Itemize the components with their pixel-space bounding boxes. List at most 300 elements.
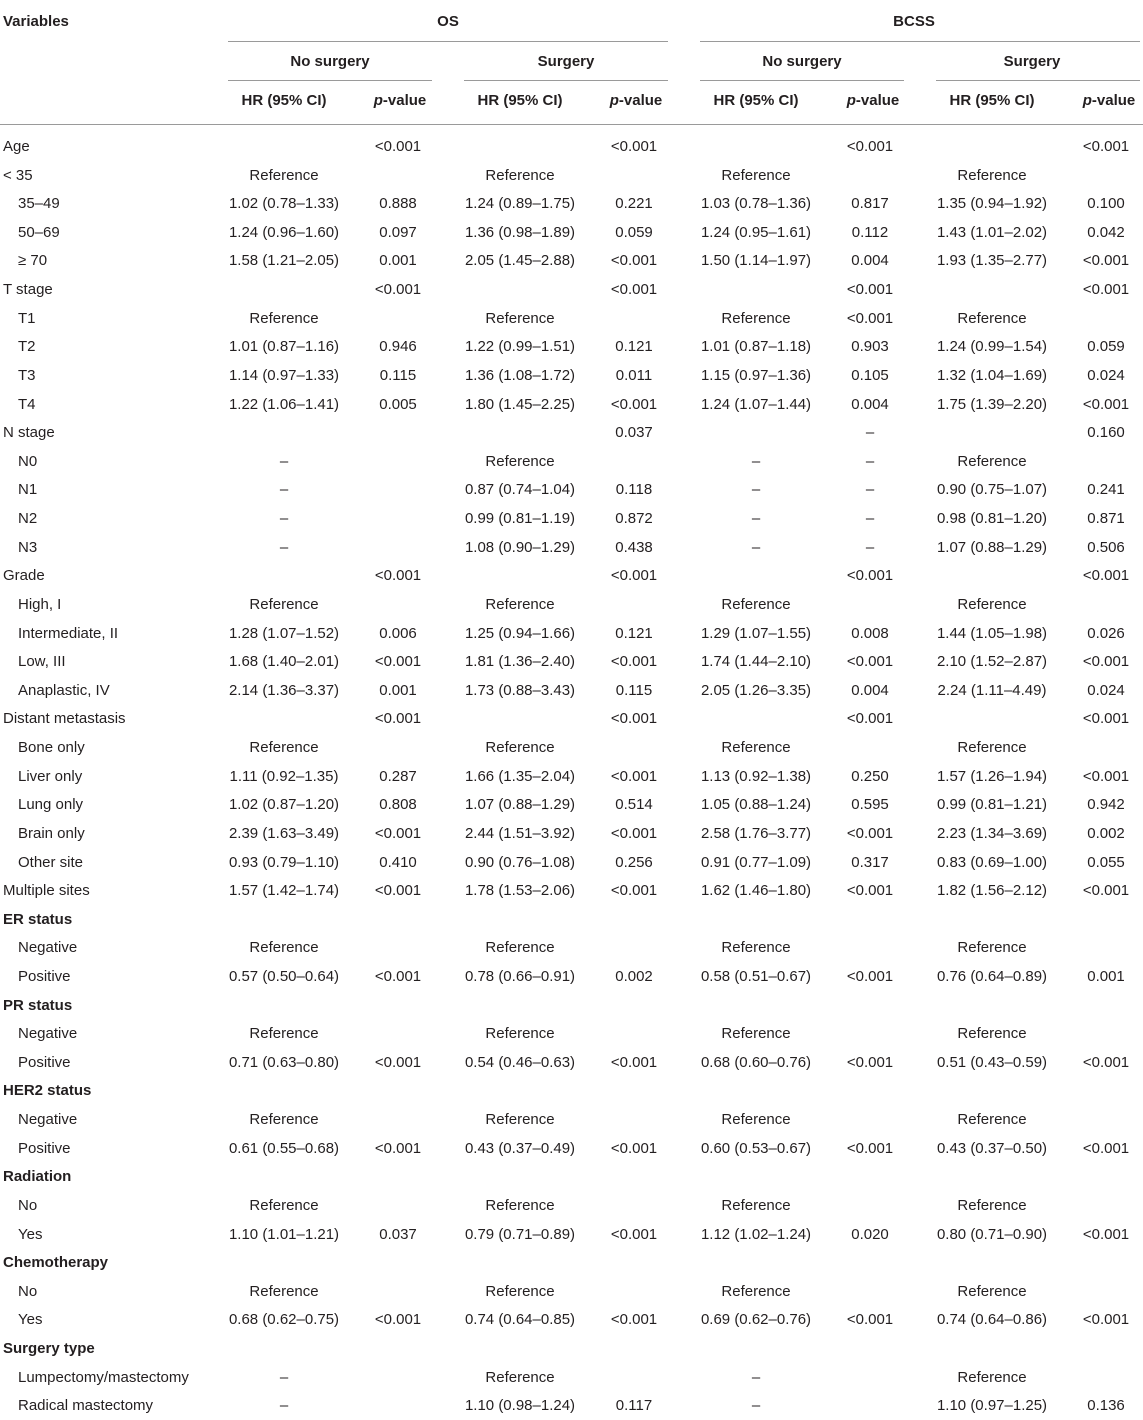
hr-cell: 1.24 (1.07–1.44) bbox=[700, 395, 812, 413]
pvalue-cell: <0.001 bbox=[374, 824, 422, 842]
hr-cell: Reference bbox=[721, 1111, 791, 1129]
pvalue-cell: <0.001 bbox=[846, 138, 894, 155]
pvalue-cell: <0.001 bbox=[846, 824, 894, 842]
hr-cell: 1.03 (0.78–1.36) bbox=[700, 195, 812, 213]
pvalue-cell: 0.903 bbox=[851, 338, 889, 356]
hr-cell: Reference bbox=[957, 595, 1027, 613]
pvalue-cell: <0.001 bbox=[1082, 710, 1130, 728]
pvalue-cell: 0.871 bbox=[1087, 510, 1125, 528]
hr-cell: Reference bbox=[721, 739, 791, 757]
hr-cell: 0.90 (0.76–1.08) bbox=[464, 853, 576, 871]
pvalue-cell: 0.250 bbox=[851, 767, 889, 785]
hr-cell: – bbox=[751, 452, 761, 470]
pvalue-cell: 0.004 bbox=[851, 252, 889, 270]
os-no-surgery-rule bbox=[228, 80, 432, 81]
hr-cell: Reference bbox=[249, 166, 319, 184]
pvalue-cell: 0.506 bbox=[1087, 538, 1125, 556]
pvalue-cell: <0.001 bbox=[1082, 281, 1130, 299]
pvalue-cell: <0.001 bbox=[846, 710, 894, 728]
hr-cell: Reference bbox=[957, 1368, 1027, 1386]
pvalue-cell: <0.001 bbox=[1082, 882, 1130, 900]
hr-cell: 0.68 (0.60–0.76) bbox=[700, 1053, 812, 1071]
os-surgery-rule bbox=[464, 80, 668, 81]
hr-cell: 1.13 (0.92–1.38) bbox=[700, 767, 812, 785]
pvalue-cell: 0.946 bbox=[379, 338, 417, 356]
pvalue-cell: <0.001 bbox=[610, 281, 658, 299]
hr-cell: 0.58 (0.51–0.67) bbox=[700, 967, 812, 985]
row-label: < 35 bbox=[3, 166, 33, 184]
table-row bbox=[0, 1335, 1143, 1363]
row-label: Distant metastasis bbox=[3, 710, 126, 728]
row-label: T stage bbox=[3, 281, 53, 299]
row-label: Yes bbox=[18, 1311, 43, 1329]
hr-cell: 2.05 (1.45–2.88) bbox=[464, 252, 576, 270]
pvalue-cell: <0.001 bbox=[846, 882, 894, 900]
hr-cell: 0.90 (0.75–1.07) bbox=[936, 481, 1048, 499]
hr-cell: Reference bbox=[957, 309, 1027, 327]
table-row bbox=[0, 276, 1143, 304]
table-row bbox=[0, 476, 1143, 504]
row-label: Yes bbox=[18, 1225, 43, 1243]
pvalue-cell: <0.001 bbox=[846, 1311, 894, 1329]
header-bcss-no-surgery: No surgery bbox=[762, 53, 842, 70]
pvalue-cell: 0.008 bbox=[851, 624, 889, 642]
bcss-surgery-rule bbox=[936, 80, 1140, 81]
hr-cell: 0.76 (0.64–0.89) bbox=[936, 967, 1048, 985]
table-row bbox=[0, 162, 1143, 190]
pvalue-cell: <0.001 bbox=[1082, 767, 1130, 785]
pvalue-cell: <0.001 bbox=[610, 1053, 658, 1071]
table-row bbox=[0, 1049, 1143, 1077]
table-row bbox=[0, 562, 1143, 590]
hr-cell: 0.60 (0.53–0.67) bbox=[700, 1139, 812, 1157]
header-hr-1: HR (95% CI) bbox=[241, 92, 327, 109]
row-label: N2 bbox=[18, 510, 38, 528]
pvalue-cell: <0.001 bbox=[374, 653, 422, 671]
hr-cell: 0.57 (0.50–0.64) bbox=[228, 967, 340, 985]
row-label: ER status bbox=[3, 910, 73, 928]
hr-cell: 1.57 (1.42–1.74) bbox=[228, 882, 340, 900]
hr-cell: 0.80 (0.71–0.90) bbox=[936, 1225, 1048, 1243]
row-label: T3 bbox=[18, 366, 36, 384]
pvalue-cell: 0.105 bbox=[851, 366, 889, 384]
pvalue-cell: <0.001 bbox=[374, 967, 422, 985]
pvalue-cell: <0.001 bbox=[846, 1053, 894, 1071]
table-row bbox=[0, 1306, 1143, 1334]
row-label: T2 bbox=[18, 338, 36, 356]
hr-cell: Reference bbox=[957, 166, 1027, 184]
pvalue-cell: <0.001 bbox=[374, 882, 422, 900]
hr-cell: 1.62 (1.46–1.80) bbox=[700, 882, 812, 900]
hr-cell: 2.39 (1.63–3.49) bbox=[228, 824, 340, 842]
table-row bbox=[0, 791, 1143, 819]
hr-cell: Reference bbox=[957, 939, 1027, 957]
hr-cell: 0.61 (0.55–0.68) bbox=[228, 1139, 340, 1157]
hr-cell: 0.78 (0.66–0.91) bbox=[464, 967, 576, 985]
table-row bbox=[0, 305, 1143, 333]
row-label: Grade bbox=[3, 567, 45, 585]
hr-cell: 2.23 (1.34–3.69) bbox=[936, 824, 1048, 842]
hr-cell: 1.78 (1.53–2.06) bbox=[464, 882, 576, 900]
pvalue-cell: <0.001 bbox=[610, 824, 658, 842]
hr-cell: 2.24 (1.11–4.49) bbox=[937, 681, 1047, 699]
pvalue-cell: 0.011 bbox=[615, 366, 653, 384]
hr-cell: Reference bbox=[485, 1196, 555, 1214]
hr-cell: Reference bbox=[721, 939, 791, 957]
pvalue-cell: 0.001 bbox=[379, 252, 417, 270]
pvalue-cell: 0.160 bbox=[1087, 424, 1125, 442]
header-bcss: BCSS bbox=[893, 13, 935, 30]
pvalue-cell: 0.024 bbox=[1087, 681, 1125, 699]
pvalue-cell: <0.001 bbox=[1082, 252, 1130, 270]
row-label: 50–69 bbox=[18, 223, 60, 241]
pvalue-cell: <0.001 bbox=[610, 1225, 658, 1243]
table-row bbox=[0, 333, 1143, 361]
table-row bbox=[0, 849, 1143, 877]
hr-cell: 0.99 (0.81–1.21) bbox=[936, 796, 1048, 814]
row-label: Brain only bbox=[18, 824, 85, 842]
pvalue-cell: 0.438 bbox=[615, 538, 653, 556]
hr-cell: 1.57 (1.26–1.94) bbox=[936, 767, 1048, 785]
row-label: HER2 status bbox=[3, 1082, 92, 1100]
hr-cell: 1.01 (0.87–1.18) bbox=[700, 338, 812, 356]
pvalue-cell: <0.001 bbox=[374, 1139, 422, 1157]
pvalue-cell: 0.317 bbox=[851, 853, 889, 871]
row-label: Negative bbox=[18, 1111, 78, 1129]
hr-cell: 2.44 (1.51–3.92) bbox=[464, 824, 576, 842]
pvalue-cell: 0.241 bbox=[1087, 481, 1125, 499]
row-label: Positive bbox=[18, 1053, 71, 1071]
pvalue-cell: 0.002 bbox=[1087, 824, 1125, 842]
pvalue-cell: – bbox=[865, 510, 875, 528]
row-label: 35–49 bbox=[18, 195, 60, 213]
table-row bbox=[0, 677, 1143, 705]
hr-cell: Reference bbox=[249, 1025, 319, 1043]
pvalue-cell: <0.001 bbox=[374, 138, 422, 155]
hr-cell: Reference bbox=[721, 309, 791, 327]
bcss-no-surgery-rule bbox=[700, 80, 904, 81]
header-bcss-surgery: Surgery bbox=[1003, 53, 1061, 70]
pvalue-cell: <0.001 bbox=[846, 967, 894, 985]
header-pvalue-3: p-value bbox=[846, 92, 900, 109]
pvalue-cell: 0.026 bbox=[1087, 624, 1125, 642]
pvalue-cell: 0.121 bbox=[615, 624, 653, 642]
pvalue-cell: 0.005 bbox=[379, 395, 417, 413]
hr-cell: – bbox=[751, 1368, 761, 1386]
table-row bbox=[0, 1135, 1143, 1163]
pvalue-cell: 0.006 bbox=[379, 624, 417, 642]
pvalue-cell: <0.001 bbox=[1082, 395, 1130, 413]
pvalue-cell: 0.059 bbox=[1087, 338, 1125, 356]
header-hr-4: HR (95% CI) bbox=[949, 92, 1035, 109]
pvalue-cell: 0.042 bbox=[1087, 223, 1125, 241]
hr-cell: 0.83 (0.69–1.00) bbox=[936, 853, 1048, 871]
bcss-group-rule bbox=[700, 41, 1140, 42]
row-label: Radical mastectomy bbox=[18, 1397, 154, 1415]
hr-cell: 0.71 (0.63–0.80) bbox=[228, 1053, 340, 1071]
hr-cell: 1.93 (1.35–2.77) bbox=[936, 252, 1048, 270]
hr-cell: 1.11 (0.92–1.35) bbox=[229, 767, 339, 785]
table-row bbox=[0, 906, 1143, 934]
hr-cell: 2.05 (1.26–3.35) bbox=[700, 681, 812, 699]
row-label: Negative bbox=[18, 939, 78, 957]
pvalue-cell: 0.514 bbox=[615, 796, 653, 814]
pvalue-cell: <0.001 bbox=[374, 1053, 422, 1071]
pvalue-cell: <0.001 bbox=[1082, 1053, 1130, 1071]
hr-cell: Reference bbox=[485, 1368, 555, 1386]
pvalue-cell: – bbox=[865, 424, 875, 442]
table-row bbox=[0, 247, 1143, 275]
hr-cell: – bbox=[751, 538, 761, 556]
hr-cell: 1.80 (1.45–2.25) bbox=[464, 395, 576, 413]
hr-cell: Reference bbox=[485, 1111, 555, 1129]
pvalue-cell: 0.118 bbox=[615, 481, 653, 499]
pvalue-cell: <0.001 bbox=[610, 653, 658, 671]
pvalue-cell: 0.002 bbox=[615, 967, 653, 985]
pvalue-cell: 0.055 bbox=[1087, 853, 1125, 871]
hr-cell: Reference bbox=[957, 1196, 1027, 1214]
table-row bbox=[0, 133, 1143, 161]
row-label: Lung only bbox=[18, 796, 84, 814]
row-label: Other site bbox=[18, 853, 84, 871]
row-label: Lumpectomy/mastectomy bbox=[18, 1368, 189, 1386]
pvalue-cell: 0.256 bbox=[615, 853, 653, 871]
hr-cell: 1.07 (0.88–1.29) bbox=[464, 796, 576, 814]
table-row bbox=[0, 705, 1143, 733]
pvalue-cell: <0.001 bbox=[846, 653, 894, 671]
hr-cell: 1.22 (0.99–1.51) bbox=[464, 338, 576, 356]
hr-cell: 2.10 (1.52–2.87) bbox=[936, 653, 1048, 671]
row-label: High, I bbox=[18, 595, 62, 613]
table-row bbox=[0, 391, 1143, 419]
hr-cell: – bbox=[751, 481, 761, 499]
row-label: T4 bbox=[18, 395, 36, 413]
header-bottom-rule bbox=[0, 124, 1143, 125]
hr-cell: Reference bbox=[485, 739, 555, 757]
table-row bbox=[0, 591, 1143, 619]
hr-cell: 1.07 (0.88–1.29) bbox=[936, 538, 1048, 556]
pvalue-cell: 0.004 bbox=[851, 395, 889, 413]
hr-cell: 0.68 (0.62–0.75) bbox=[228, 1311, 340, 1329]
table-row bbox=[0, 1106, 1143, 1134]
hr-cell: 1.02 (0.87–1.20) bbox=[228, 796, 340, 814]
hr-cell: Reference bbox=[485, 595, 555, 613]
hr-cell: – bbox=[751, 510, 761, 528]
hr-cell: 0.79 (0.71–0.89) bbox=[464, 1225, 576, 1243]
pvalue-cell: 0.004 bbox=[851, 681, 889, 699]
hr-cell: Reference bbox=[721, 166, 791, 184]
table-row bbox=[0, 534, 1143, 562]
hr-cell: 1.29 (1.07–1.55) bbox=[700, 624, 812, 642]
header-pvalue-1: p-value bbox=[373, 92, 427, 109]
table-row bbox=[0, 362, 1143, 390]
hr-cell: 0.69 (0.62–0.76) bbox=[700, 1311, 812, 1329]
hr-cell: Reference bbox=[249, 309, 319, 327]
table-row bbox=[0, 1192, 1143, 1220]
pvalue-cell: 0.097 bbox=[379, 223, 417, 241]
pvalue-cell: <0.001 bbox=[1082, 653, 1130, 671]
hr-cell: 1.36 (1.08–1.72) bbox=[464, 366, 576, 384]
table-row bbox=[0, 992, 1143, 1020]
pvalue-cell: 0.001 bbox=[1087, 967, 1125, 985]
hr-cell: 1.66 (1.35–2.04) bbox=[464, 767, 576, 785]
table-row bbox=[0, 505, 1143, 533]
table-row bbox=[0, 820, 1143, 848]
hr-cell: 0.99 (0.81–1.19) bbox=[464, 510, 576, 528]
header-os-surgery: Surgery bbox=[537, 53, 595, 70]
pvalue-cell: 0.136 bbox=[1087, 1397, 1125, 1415]
pvalue-cell: <0.001 bbox=[846, 1139, 894, 1157]
hr-cell: 1.74 (1.44–2.10) bbox=[700, 653, 812, 671]
pvalue-cell: 0.287 bbox=[379, 767, 417, 785]
pvalue-cell: 0.221 bbox=[615, 195, 653, 213]
row-label: Anaplastic, IV bbox=[18, 681, 110, 699]
row-label: T1 bbox=[18, 309, 36, 327]
hr-cell: 2.58 (1.76–3.77) bbox=[700, 824, 812, 842]
pvalue-cell: – bbox=[865, 452, 875, 470]
header-os: OS bbox=[437, 13, 459, 30]
row-label: PR status bbox=[3, 996, 73, 1014]
hr-cell: – bbox=[751, 1397, 761, 1415]
hr-cell: – bbox=[279, 538, 289, 556]
hr-cell: 0.54 (0.46–0.63) bbox=[464, 1053, 576, 1071]
hr-cell: 1.73 (0.88–3.43) bbox=[464, 681, 576, 699]
header-pvalue-2: p-value bbox=[609, 92, 663, 109]
table-row bbox=[0, 1020, 1143, 1048]
pvalue-cell: <0.001 bbox=[610, 710, 658, 728]
table-row bbox=[0, 877, 1143, 905]
row-label: Positive bbox=[18, 1139, 71, 1157]
pvalue-cell: <0.001 bbox=[374, 710, 422, 728]
pvalue-cell: 0.817 bbox=[851, 195, 889, 213]
table-row bbox=[0, 1364, 1143, 1392]
hr-cell: 0.43 (0.37–0.49) bbox=[464, 1139, 576, 1157]
hr-cell: – bbox=[279, 481, 289, 499]
hr-cell: 1.01 (0.87–1.16) bbox=[228, 338, 340, 356]
pvalue-cell: <0.001 bbox=[610, 767, 658, 785]
table-row bbox=[0, 1249, 1143, 1277]
pvalue-cell: <0.001 bbox=[610, 138, 658, 155]
hr-cell: Reference bbox=[485, 1025, 555, 1043]
pvalue-cell: 0.020 bbox=[851, 1225, 889, 1243]
row-label: N stage bbox=[3, 424, 55, 442]
pvalue-cell: 0.037 bbox=[379, 1225, 417, 1243]
hr-cell: 1.24 (0.89–1.75) bbox=[464, 195, 576, 213]
hr-cell: 0.51 (0.43–0.59) bbox=[936, 1053, 1048, 1071]
hr-cell: 1.81 (1.36–2.40) bbox=[464, 653, 576, 671]
hr-cell: 1.50 (1.14–1.97) bbox=[700, 252, 812, 270]
pvalue-cell: <0.001 bbox=[610, 567, 658, 585]
hr-cell: 1.43 (1.01–2.02) bbox=[936, 223, 1048, 241]
pvalue-cell: <0.001 bbox=[374, 281, 422, 299]
hr-cell: Reference bbox=[485, 166, 555, 184]
hr-cell: Reference bbox=[249, 595, 319, 613]
pvalue-cell: <0.001 bbox=[846, 567, 894, 585]
table-row bbox=[0, 419, 1143, 447]
header-os-no-surgery: No surgery bbox=[290, 53, 370, 70]
hr-cell: Reference bbox=[485, 1282, 555, 1300]
hr-cell: 2.14 (1.36–3.37) bbox=[228, 681, 340, 699]
hr-cell: 1.82 (1.56–2.12) bbox=[936, 882, 1048, 900]
hr-cell: 1.44 (1.05–1.98) bbox=[936, 624, 1048, 642]
hr-cell: Reference bbox=[485, 309, 555, 327]
pvalue-cell: 0.117 bbox=[615, 1397, 653, 1415]
hr-cell: 0.98 (0.81–1.20) bbox=[936, 510, 1048, 528]
hr-cell: – bbox=[279, 1368, 289, 1386]
pvalue-cell: <0.001 bbox=[1082, 1225, 1130, 1243]
hr-cell: Reference bbox=[249, 1111, 319, 1129]
table-row bbox=[0, 734, 1143, 762]
table-row bbox=[0, 620, 1143, 648]
pvalue-cell: 0.121 bbox=[615, 338, 653, 356]
hr-cell: 1.10 (0.98–1.24) bbox=[464, 1397, 576, 1415]
pvalue-cell: 0.410 bbox=[379, 853, 417, 871]
hr-cell: Reference bbox=[249, 1282, 319, 1300]
hr-cell: 1.12 (1.02–1.24) bbox=[700, 1225, 812, 1243]
pvalue-cell: 0.037 bbox=[615, 424, 653, 442]
hr-cell: Reference bbox=[957, 739, 1027, 757]
row-label: Liver only bbox=[18, 767, 83, 785]
hr-cell: Reference bbox=[721, 1282, 791, 1300]
hr-cell: – bbox=[279, 1397, 289, 1415]
hr-cell: 1.08 (0.90–1.29) bbox=[464, 538, 576, 556]
table-row bbox=[0, 219, 1143, 247]
pvalue-cell: 0.024 bbox=[1087, 366, 1125, 384]
hr-cell: – bbox=[279, 510, 289, 528]
hr-cell: 1.22 (1.06–1.41) bbox=[228, 395, 340, 413]
row-label: No bbox=[18, 1282, 38, 1300]
pvalue-cell: – bbox=[865, 538, 875, 556]
table-row bbox=[0, 448, 1143, 476]
header-pvalue-4: p-value bbox=[1082, 92, 1136, 109]
pvalue-cell: <0.001 bbox=[374, 567, 422, 585]
pvalue-cell: <0.001 bbox=[610, 882, 658, 900]
hr-cell: – bbox=[279, 452, 289, 470]
row-label: Negative bbox=[18, 1025, 78, 1043]
row-label: Bone only bbox=[18, 739, 85, 757]
hr-cell: 0.93 (0.79–1.10) bbox=[228, 853, 340, 871]
pvalue-cell: <0.001 bbox=[610, 252, 658, 270]
pvalue-cell: <0.001 bbox=[374, 1311, 422, 1329]
hr-cell: 1.10 (0.97–1.25) bbox=[936, 1397, 1048, 1415]
table-row bbox=[0, 1278, 1143, 1306]
hr-cell: 1.24 (0.96–1.60) bbox=[228, 223, 340, 241]
hr-cell: Reference bbox=[249, 939, 319, 957]
hr-cell: 1.32 (1.04–1.69) bbox=[936, 366, 1048, 384]
pvalue-cell: 0.888 bbox=[379, 195, 417, 213]
row-label: ≥ 70 bbox=[18, 252, 48, 270]
hr-cell: Reference bbox=[249, 1196, 319, 1214]
header-hr-3: HR (95% CI) bbox=[713, 92, 799, 109]
hr-cell: 1.15 (0.97–1.36) bbox=[700, 366, 812, 384]
pvalue-cell: <0.001 bbox=[610, 395, 658, 413]
pvalue-cell: <0.001 bbox=[846, 309, 894, 327]
hr-cell: 1.58 (1.21–2.05) bbox=[228, 252, 340, 270]
hr-cell: Reference bbox=[721, 1025, 791, 1043]
pvalue-cell: <0.001 bbox=[1082, 567, 1130, 585]
table-row bbox=[0, 1392, 1143, 1420]
pvalue-cell: 0.808 bbox=[379, 796, 417, 814]
hr-cell: Reference bbox=[957, 1282, 1027, 1300]
pvalue-cell: 0.059 bbox=[615, 223, 653, 241]
hr-cell: Reference bbox=[957, 452, 1027, 470]
pvalue-cell: 0.100 bbox=[1087, 195, 1125, 213]
table-row bbox=[0, 963, 1143, 991]
hr-cell: 1.25 (0.94–1.66) bbox=[464, 624, 576, 642]
pvalue-cell: <0.001 bbox=[1082, 1311, 1130, 1329]
row-label: N3 bbox=[18, 538, 38, 556]
hr-cell: Reference bbox=[957, 1025, 1027, 1043]
